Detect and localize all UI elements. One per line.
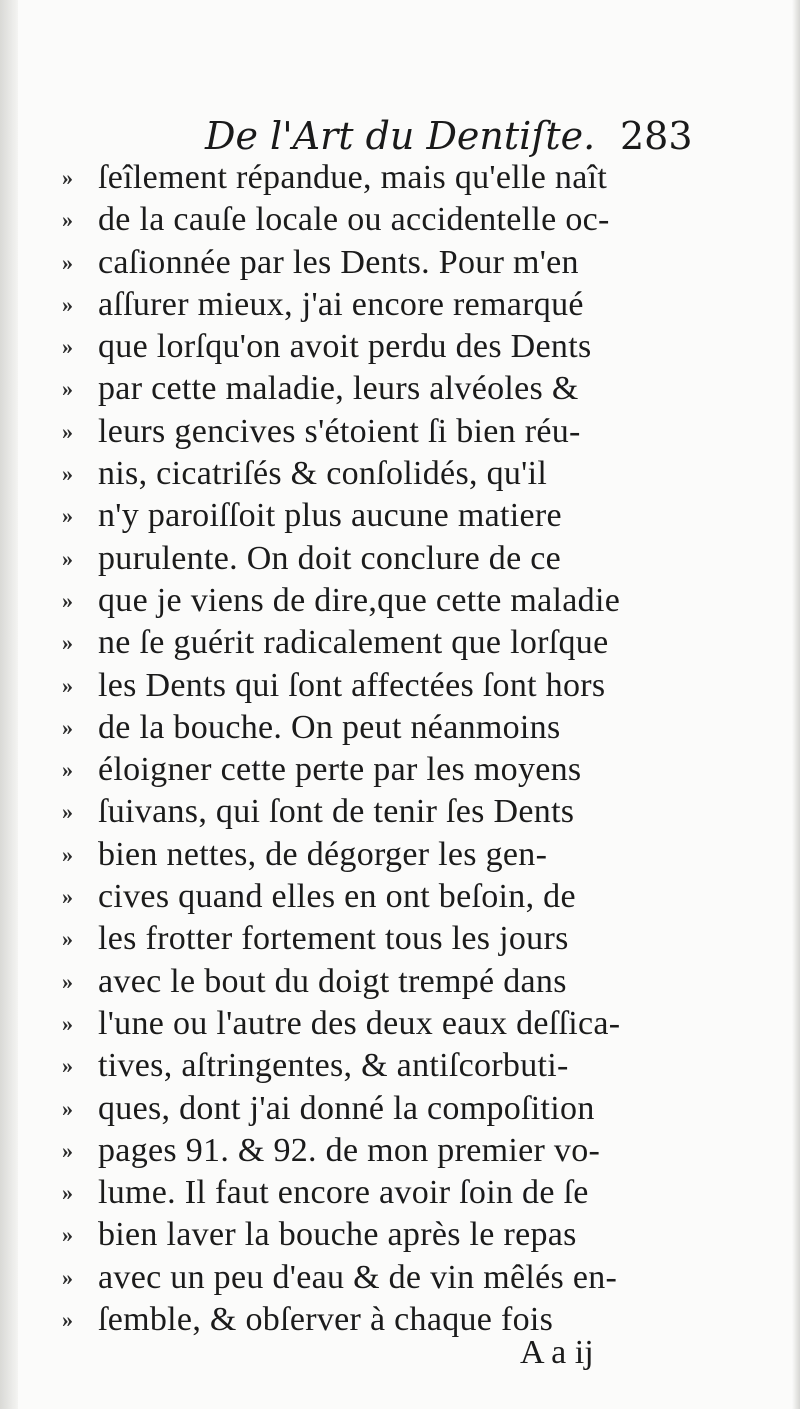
quote-mark: » — [62, 1264, 73, 1290]
running-title: De l'Art du Dentiſte. — [205, 114, 596, 158]
line-text: les frotter fortement tous les jours — [98, 920, 569, 958]
line-text: leurs gencives s'étoient ſi bien réu- — [98, 412, 581, 450]
text-line — [62, 1257, 742, 1299]
text-line — [62, 242, 742, 284]
quote-mark: » — [62, 630, 73, 656]
line-text: l'une ou l'autre des deux eaux deſſica- — [98, 1004, 621, 1042]
text-line — [62, 961, 742, 1003]
line-text: de la cauſe locale ou accidentelle oc- — [98, 201, 610, 239]
line-text: éloigner cette perte par les moyens — [98, 751, 582, 789]
quote-mark: » — [62, 461, 73, 487]
line-text: ques, dont j'ai donné la compoſition — [98, 1089, 595, 1127]
text-line — [62, 1172, 742, 1214]
body-text — [62, 157, 742, 1341]
line-text: cives quand elles en ont beſoin, de — [98, 878, 576, 916]
text-line — [62, 1088, 742, 1130]
text-line — [62, 495, 742, 537]
line-text: ſuivans, qui ſont de tenir ſes Dents — [98, 793, 575, 831]
quote-mark: » — [62, 714, 73, 740]
text-line — [62, 749, 742, 791]
line-text: que lorſqu'on avoit perdu des Dents — [98, 328, 592, 366]
text-line — [62, 707, 742, 749]
quote-mark: » — [62, 1307, 73, 1333]
quote-mark: » — [62, 587, 73, 613]
quote-mark: » — [62, 757, 73, 783]
text-line — [62, 834, 742, 876]
text-line — [62, 1003, 742, 1045]
line-text: ſeîlement répandue, mais qu'elle naît — [98, 159, 608, 196]
quote-mark: » — [62, 1137, 73, 1163]
line-text: aſſurer mieux, j'ai encore remarqué — [98, 285, 584, 323]
line-text: pages 91. & 92. de mon premier vo- — [98, 1131, 601, 1169]
line-text: n'y paroiſſoit plus aucune matiere — [98, 497, 562, 535]
text-line — [62, 326, 742, 368]
line-text: caſionnée par les Dents. Pour m'en — [98, 243, 579, 281]
text-line — [62, 1045, 742, 1087]
text-line — [62, 453, 742, 495]
line-text: bien laver la bouche après le repas — [98, 1216, 577, 1254]
text-line — [62, 918, 742, 960]
text-line — [62, 665, 742, 707]
text-line — [62, 157, 742, 199]
quote-mark: » — [62, 926, 73, 952]
quote-mark: » — [62, 376, 73, 402]
text-line — [62, 580, 742, 622]
quote-mark: » — [62, 418, 73, 444]
quote-mark: » — [62, 672, 73, 698]
line-text: ſemble, & obſerver à chaque fois — [98, 1301, 554, 1339]
text-line — [62, 199, 742, 241]
line-text: lume. Il faut encore avoir ſoin de ſe — [98, 1174, 589, 1212]
quote-mark: » — [62, 1053, 73, 1079]
line-text: bien nettes, de dégorger les gen- — [98, 835, 548, 873]
line-text: par cette maladie, leurs alvéoles & — [98, 370, 579, 408]
quote-mark: » — [62, 884, 73, 910]
page-number: 283 — [620, 114, 693, 158]
line-text: avec le bout du doigt trempé dans — [98, 962, 567, 1000]
text-line — [62, 284, 742, 326]
text-line — [62, 368, 742, 410]
quote-mark: » — [62, 1095, 73, 1121]
page-gutter-shadow — [0, 0, 18, 1409]
quote-mark: » — [62, 1222, 73, 1248]
quote-mark: » — [62, 165, 73, 190]
quote-mark: » — [62, 1010, 73, 1036]
page-edge-shadow — [792, 0, 800, 1409]
line-text: purulente. On doit conclure de ce — [98, 539, 562, 577]
text-line — [62, 1130, 742, 1172]
text-line — [62, 876, 742, 918]
running-head — [0, 108, 800, 164]
line-text: de la bouche. On peut néanmoins — [98, 708, 561, 746]
quote-mark: » — [62, 291, 73, 317]
quote-mark: » — [62, 545, 73, 571]
quote-mark: » — [62, 249, 73, 275]
line-text: tives, aſtringentes, & antiſcorbuti- — [98, 1047, 569, 1085]
line-text: avec un peu d'eau & de vin mêlés en- — [98, 1258, 618, 1296]
quote-mark: » — [62, 1180, 73, 1206]
quote-mark: » — [62, 968, 73, 994]
quote-mark: » — [62, 503, 73, 529]
line-text: nis, cicatriſés & conſolidés, qu'il — [98, 455, 548, 493]
text-line — [62, 1299, 742, 1341]
quote-mark: » — [62, 799, 73, 825]
text-line — [62, 538, 742, 580]
quote-mark: » — [62, 841, 73, 867]
line-text: ne ſe guérit radicalement que lorſque — [98, 624, 609, 662]
line-text: que je viens de dire,que cette maladie — [98, 581, 621, 619]
text-line — [62, 791, 742, 833]
quote-mark: » — [62, 207, 73, 233]
signature-mark: A a ij — [520, 1334, 594, 1371]
text-line — [62, 411, 742, 453]
line-text: les Dents qui ſont affectées ſont hors — [98, 666, 606, 704]
text-line — [62, 1214, 742, 1256]
quote-mark: » — [62, 334, 73, 360]
text-line — [62, 622, 742, 664]
